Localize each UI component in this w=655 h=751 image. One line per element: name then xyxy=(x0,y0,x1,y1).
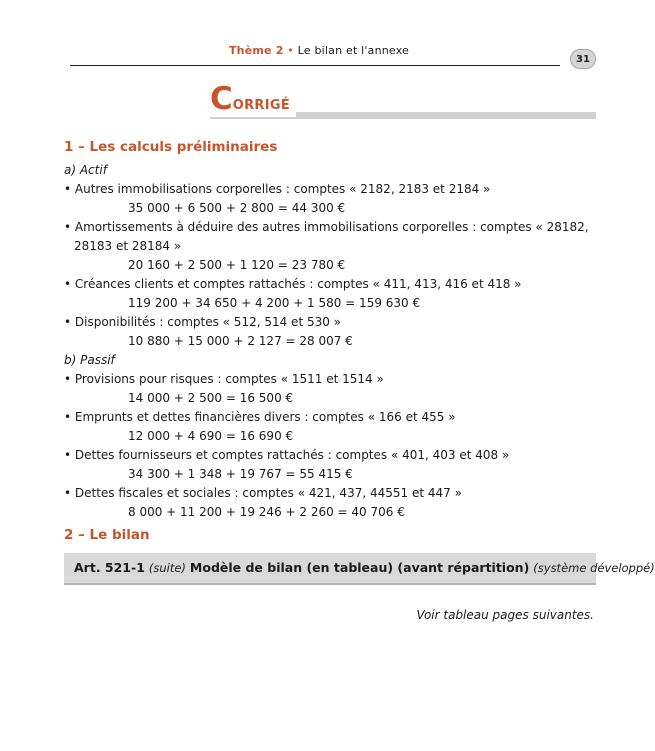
list-item: • Dettes fournisseurs et comptes rattachés : comptes « 401, 403 et 408 » xyxy=(64,448,510,462)
list-item-continuation: 28183 et 28184 » xyxy=(74,239,182,253)
list-item: • Amortissements à déduire des autres immobilisations corporelles : comptes « 28182, xyxy=(64,220,589,234)
corrige-underline xyxy=(210,117,596,119)
header-theme: Thème 2 xyxy=(228,44,284,57)
header-title: Le bilan et l'annexe xyxy=(297,44,410,57)
calculation: 119 200 + 34 650 + 4 200 + 1 580 = 159 630 € xyxy=(128,296,421,310)
header-separator: • xyxy=(287,44,294,57)
calculation: 35 000 + 6 500 + 2 800 = 44 300 € xyxy=(128,201,346,215)
corrige-rest: ORRIGÉ xyxy=(232,98,291,113)
article-system: (système développé) xyxy=(533,561,655,575)
corrige-initial: C xyxy=(210,81,233,117)
calculation: 34 300 + 1 348 + 19 767 = 55 415 € xyxy=(128,467,353,481)
list-item: • Créances clients et comptes rattachés : comptes « 411, 413, 416 et 418 » xyxy=(64,277,522,291)
page-number-badge: 31 xyxy=(570,49,596,69)
see-next-pages-note: Voir tableau pages suivantes. xyxy=(416,608,594,622)
header-rule xyxy=(70,65,560,66)
calculation: 12 000 + 4 690 = 16 690 € xyxy=(128,429,294,443)
actif-label: a) Actif xyxy=(64,163,107,177)
list-item: • Disponibilités : comptes « 512, 514 et 530 » xyxy=(64,315,342,329)
section-1-title: 1 – Les calculs préliminaires xyxy=(64,139,278,155)
article-ref: Art. 521-1 xyxy=(74,560,145,575)
running-header xyxy=(0,44,638,57)
calculation: 20 160 + 2 500 + 1 120 = 23 780 € xyxy=(128,258,346,272)
calculation: 14 000 + 2 500 = 16 500 € xyxy=(128,391,294,405)
corrige-heading xyxy=(210,81,291,117)
article-box xyxy=(64,553,655,585)
calculation: 8 000 + 11 200 + 19 246 + 2 260 = 40 706 € xyxy=(128,505,405,519)
article-title: Modèle de bilan (en tableau) (avant répartition) xyxy=(189,560,530,575)
list-item: • Autres immobilisations corporelles : comptes « 2182, 2183 et 2184 » xyxy=(64,182,491,196)
list-item: • Dettes fiscales et sociales : comptes « 421, 437, 44551 et 447 » xyxy=(64,486,462,500)
list-item: • Emprunts et dettes financières divers : comptes « 166 et 455 » xyxy=(64,410,456,424)
main-content xyxy=(64,138,598,545)
list-item: • Provisions pour risques : comptes « 1511 et 1514 » xyxy=(64,372,384,386)
calculation: 10 880 + 15 000 + 2 127 = 28 007 € xyxy=(128,334,353,348)
article-suite: (suite) xyxy=(148,561,186,575)
passif-label: b) Passif xyxy=(64,353,115,367)
section-2-title: 2 – Le bilan xyxy=(64,527,150,543)
